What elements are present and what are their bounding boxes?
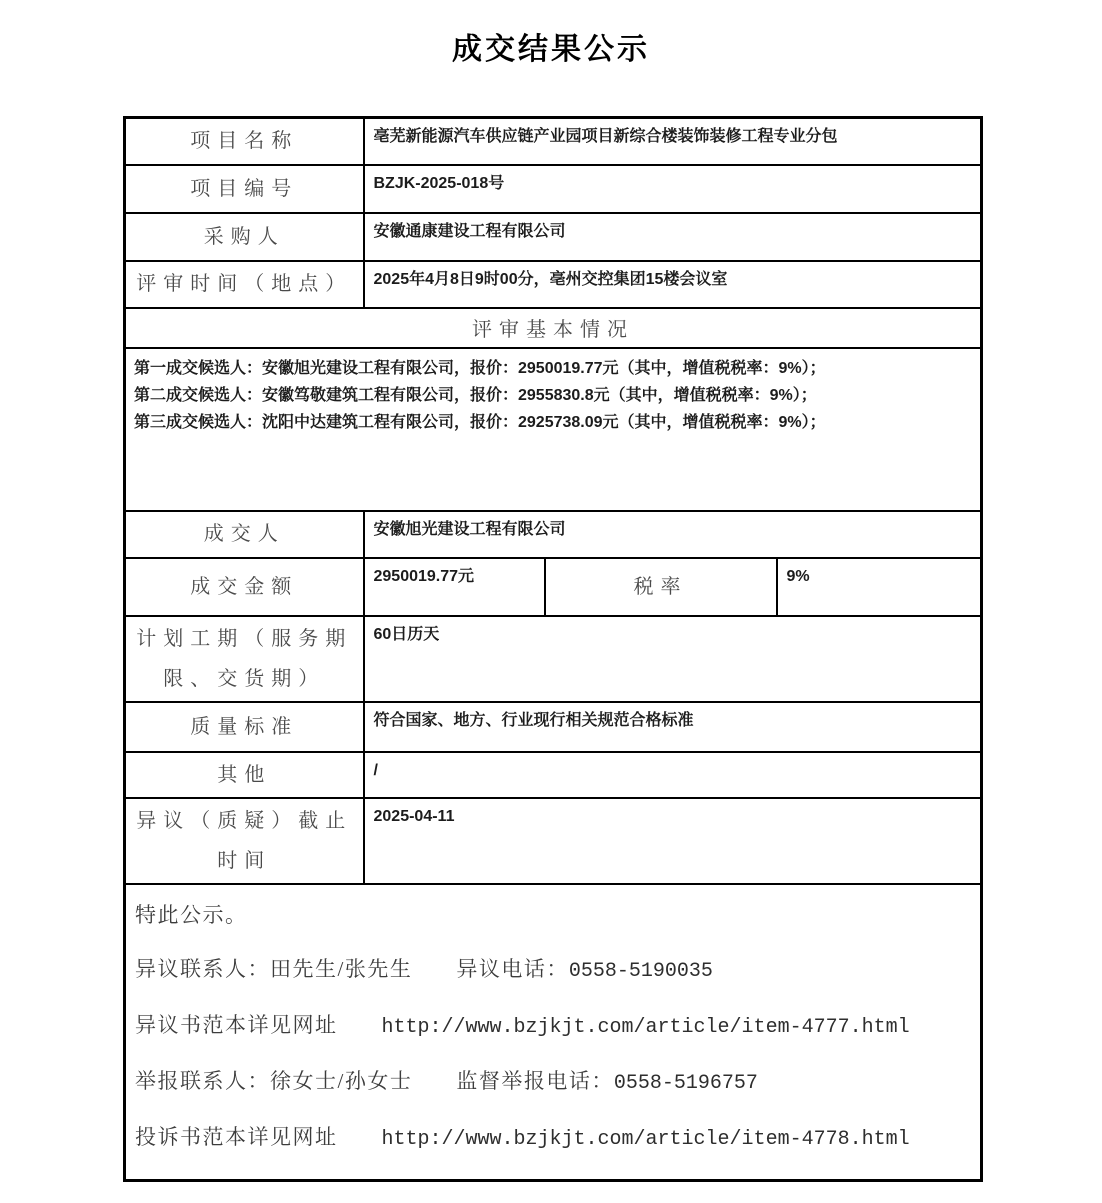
footer-report-contact-line [135, 1067, 970, 1098]
duration-value: 60日历天 [364, 616, 982, 702]
report-phone: 0558-5196757 [613, 1071, 758, 1095]
amount-value: 2950019.77元 [364, 558, 545, 616]
winner-label: 成交人 [125, 511, 364, 558]
report-phone-label: 监督举报电话： [456, 1068, 614, 1093]
footer-objection-contact-line [135, 955, 970, 986]
project-name-label: 项目名称 [125, 118, 364, 165]
complaint-url-label: 投诉书范本详见网址 [135, 1124, 338, 1149]
row-purchaser [125, 213, 982, 261]
winner-value: 安徽旭光建设工程有限公司 [364, 511, 982, 558]
footer-objection-url-line [135, 1011, 970, 1042]
tax-rate-value: 9% [777, 558, 982, 616]
row-review-time [125, 261, 982, 308]
objection-deadline-label: 异议（质疑）截止时间 [125, 798, 364, 884]
duration-label: 计划工期（服务期限、交货期） [125, 616, 364, 702]
review-section-header: 评审基本情况 [125, 308, 982, 348]
amount-label: 成交金额 [125, 558, 364, 616]
row-objection-deadline [125, 798, 982, 884]
project-number-label: 项目编号 [125, 165, 364, 213]
row-candidates [125, 348, 982, 511]
objection-phone-label: 异议电话： [456, 956, 569, 981]
purchaser-label: 采购人 [125, 213, 364, 261]
candidate-line-3: 第三成交候选人：沈阳中达建筑工程有限公司，报价：2925738.09元（其中，增值税税率：9%）； [134, 413, 826, 431]
other-value: / [364, 752, 982, 798]
announcement-table [123, 116, 983, 1182]
quality-label: 质量标准 [125, 702, 364, 752]
footer-cell [125, 884, 982, 1181]
project-name-value: 亳芜新能源汽车供应链产业园项目新综合楼装饰装修工程专业分包 [364, 118, 982, 165]
row-duration [125, 616, 982, 702]
row-amount [125, 558, 982, 616]
row-winner [125, 511, 982, 558]
quality-value: 符合国家、地方、行业现行相关规范合格标准 [364, 702, 982, 752]
complaint-url: http://www.bzjkjt.com/article/item-4778.html [381, 1127, 910, 1151]
objection-contact: 异议联系人：田先生/张先生 [135, 956, 413, 981]
objection-url: http://www.bzjkjt.com/article/item-4777.html [381, 1015, 910, 1039]
footer-notice: 特此公示。 [135, 902, 248, 927]
tax-rate-label: 税率 [545, 558, 777, 616]
other-label: 其他 [125, 752, 364, 798]
candidate-line-2: 第二成交候选人：安徽笃敬建筑工程有限公司，报价：2955830.8元（其中，增值税税率：9%）； [134, 386, 817, 404]
row-review-section-header [125, 308, 982, 348]
objection-url-label: 异议书范本详见网址 [135, 1012, 338, 1037]
objection-phone: 0558-5190035 [568, 959, 713, 983]
row-footer [125, 884, 982, 1181]
row-quality [125, 702, 982, 752]
candidates-cell [125, 348, 982, 511]
row-project-number [125, 165, 982, 213]
footer-complaint-url-line [135, 1123, 970, 1154]
row-project-name [125, 118, 982, 165]
row-other [125, 752, 982, 798]
page-title: 成交结果公示 [452, 33, 650, 66]
project-number-value: BZJK-2025-018号 [364, 165, 982, 213]
objection-deadline-value: 2025-04-11 [364, 798, 982, 884]
report-contact: 举报联系人：徐女士/孙女士 [135, 1068, 413, 1093]
review-time-value: 2025年4月8日9时00分，亳州交控集团15楼会议室 [364, 261, 982, 308]
review-time-label: 评审时间（地点） [125, 261, 364, 308]
purchaser-value: 安徽通康建设工程有限公司 [364, 213, 982, 261]
candidate-line-1: 第一成交候选人：安徽旭光建设工程有限公司，报价：2950019.77元（其中，增值税税率：9%）； [134, 359, 826, 377]
